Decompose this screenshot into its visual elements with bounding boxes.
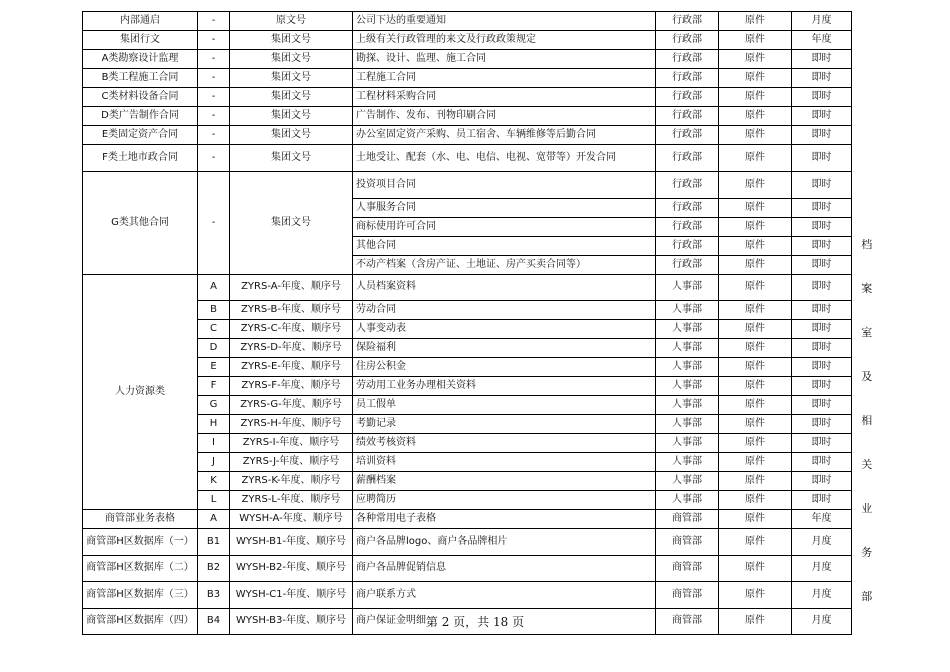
table-row <box>83 12 882 31</box>
content-cell: 商户保证金明细 <box>353 608 656 635</box>
side-label-char: 档 <box>861 237 873 251</box>
numbering-cell: WYSH-B1-年度、顺序号 <box>230 529 353 556</box>
code-cell: G <box>198 396 230 415</box>
category-cell: 商管部H区数据库（二） <box>83 555 198 582</box>
frequency-cell: 即时 <box>792 107 852 126</box>
code-cell: E <box>198 358 230 377</box>
frequency-cell: 即时 <box>792 453 852 472</box>
department-cell: 人事部 <box>656 358 719 377</box>
form-cell: 原件 <box>719 415 792 434</box>
table-row <box>83 396 882 415</box>
form-cell: 原件 <box>719 434 792 453</box>
content-cell: 工程施工合同 <box>353 69 656 88</box>
frequency-cell: 即时 <box>792 88 852 107</box>
frequency-cell: 月度 <box>792 555 852 582</box>
code-cell: B3 <box>198 582 230 609</box>
form-cell: 原件 <box>719 126 792 145</box>
department-cell: 行政部 <box>656 31 719 50</box>
department-cell: 人事部 <box>656 472 719 491</box>
table-row <box>83 145 882 172</box>
frequency-cell: 即时 <box>792 274 852 301</box>
department-cell: 行政部 <box>656 172 719 199</box>
code-cell: - <box>198 50 230 69</box>
content-cell: 上级有关行政管理的来文及行政政策规定 <box>353 31 656 50</box>
table-row <box>83 434 882 453</box>
department-cell: 行政部 <box>656 12 719 31</box>
form-cell: 原件 <box>719 582 792 609</box>
category-cell: 商管部业务表格 <box>83 510 198 529</box>
code-cell: F <box>198 377 230 396</box>
code-cell: - <box>198 172 230 275</box>
archive-table-body <box>83 12 882 635</box>
form-cell: 原件 <box>719 12 792 31</box>
department-cell: 行政部 <box>656 69 719 88</box>
content-cell: 应聘简历 <box>353 491 656 510</box>
table-row <box>83 555 882 582</box>
side-label-char: 部 <box>861 589 873 603</box>
table-row <box>83 274 882 301</box>
category-cell: 人力资源类 <box>83 274 198 510</box>
code-cell: A <box>198 274 230 301</box>
table-row <box>83 339 882 358</box>
frequency-cell: 即时 <box>792 172 852 199</box>
department-cell: 行政部 <box>656 198 719 217</box>
frequency-cell: 年度 <box>792 31 852 50</box>
department-cell: 人事部 <box>656 434 719 453</box>
frequency-cell: 即时 <box>792 126 852 145</box>
numbering-cell: ZYRS-E-年度、顺序号 <box>230 358 353 377</box>
table-row <box>83 126 882 145</box>
table-row <box>83 301 882 320</box>
frequency-cell: 即时 <box>792 491 852 510</box>
category-cell: E类固定资产合同 <box>83 126 198 145</box>
archive-table <box>82 11 882 635</box>
table-row <box>83 472 882 491</box>
content-cell: 办公室固定资产采购、员工宿舍、车辆维修等后勤合同 <box>353 126 656 145</box>
department-cell: 人事部 <box>656 415 719 434</box>
department-cell: 人事部 <box>656 377 719 396</box>
code-cell: B1 <box>198 529 230 556</box>
side-label-char: 业 <box>861 501 873 515</box>
table-row <box>83 69 882 88</box>
content-cell: 商标使用许可合同 <box>353 217 656 236</box>
category-cell: G类其他合同 <box>83 172 198 275</box>
numbering-cell: ZYRS-K-年度、顺序号 <box>230 472 353 491</box>
content-cell: 不动产档案（含房产证、土地证、房产买卖合同等） <box>353 255 656 274</box>
form-cell: 原件 <box>719 172 792 199</box>
content-cell: 商户联系方式 <box>353 582 656 609</box>
numbering-cell: ZYRS-I-年度、顺序号 <box>230 434 353 453</box>
form-cell: 原件 <box>719 255 792 274</box>
content-cell: 考勤记录 <box>353 415 656 434</box>
form-cell: 原件 <box>719 301 792 320</box>
frequency-cell: 即时 <box>792 50 852 69</box>
page-footer: 第 2 页，共 18 页 <box>425 615 525 629</box>
table-row <box>83 510 882 529</box>
table-row <box>83 377 882 396</box>
department-cell: 人事部 <box>656 396 719 415</box>
frequency-cell: 即时 <box>792 339 852 358</box>
code-cell: - <box>198 69 230 88</box>
numbering-cell: WYSH-B2-年度、顺序号 <box>230 555 353 582</box>
frequency-cell: 年度 <box>792 510 852 529</box>
code-cell: - <box>198 145 230 172</box>
table-row <box>83 320 882 339</box>
code-cell: K <box>198 472 230 491</box>
department-cell: 人事部 <box>656 453 719 472</box>
form-cell: 原件 <box>719 453 792 472</box>
side-label-char: 相 <box>861 413 873 427</box>
frequency-cell: 即时 <box>792 236 852 255</box>
table-row <box>83 582 882 609</box>
category-cell: A类勘察设计监理 <box>83 50 198 69</box>
code-cell: I <box>198 434 230 453</box>
frequency-cell: 即时 <box>792 320 852 339</box>
category-cell: C类材料设备合同 <box>83 88 198 107</box>
code-cell: - <box>198 12 230 31</box>
frequency-cell: 即时 <box>792 472 852 491</box>
content-cell: 劳动用工业务办理相关资料 <box>353 377 656 396</box>
content-cell: 人事服务合同 <box>353 198 656 217</box>
code-cell: - <box>198 88 230 107</box>
code-cell: B4 <box>198 608 230 635</box>
table-row <box>83 31 882 50</box>
numbering-cell: 集团文号 <box>230 145 353 172</box>
department-cell: 行政部 <box>656 50 719 69</box>
table-row <box>83 415 882 434</box>
code-cell: - <box>198 126 230 145</box>
code-cell: C <box>198 320 230 339</box>
content-cell: 其他合同 <box>353 236 656 255</box>
content-cell: 培训资料 <box>353 453 656 472</box>
form-cell: 原件 <box>719 491 792 510</box>
content-cell: 住房公积金 <box>353 358 656 377</box>
department-cell: 行政部 <box>656 145 719 172</box>
code-cell: A <box>198 510 230 529</box>
code-cell: L <box>198 491 230 510</box>
department-cell: 人事部 <box>656 339 719 358</box>
form-cell: 原件 <box>719 198 792 217</box>
form-cell: 原件 <box>719 472 792 491</box>
side-label-char: 务 <box>861 545 873 559</box>
content-cell: 保险福利 <box>353 339 656 358</box>
form-cell: 原件 <box>719 358 792 377</box>
numbering-cell: ZYRS-C-年度、顺序号 <box>230 320 353 339</box>
numbering-cell: 集团文号 <box>230 107 353 126</box>
numbering-cell: 集团文号 <box>230 50 353 69</box>
category-cell: 商管部H区数据库（一） <box>83 529 198 556</box>
category-cell: B类工程施工合同 <box>83 69 198 88</box>
code-cell: B2 <box>198 555 230 582</box>
form-cell: 原件 <box>719 529 792 556</box>
numbering-cell: 集团文号 <box>230 69 353 88</box>
content-cell: 各种常用电子表格 <box>353 510 656 529</box>
side-label-chars <box>852 12 882 635</box>
department-cell: 行政部 <box>656 217 719 236</box>
form-cell: 原件 <box>719 396 792 415</box>
content-cell: 商户各品牌促销信息 <box>353 555 656 582</box>
numbering-cell: ZYRS-B-年度、顺序号 <box>230 301 353 320</box>
form-cell: 原件 <box>719 236 792 255</box>
numbering-cell: 集团文号 <box>230 88 353 107</box>
form-cell: 原件 <box>719 274 792 301</box>
numbering-cell: WYSH-A-年度、顺序号 <box>230 510 353 529</box>
frequency-cell: 即时 <box>792 198 852 217</box>
table-row <box>83 358 882 377</box>
table-row <box>83 88 882 107</box>
department-cell: 行政部 <box>656 255 719 274</box>
content-cell: 绩效考核资料 <box>353 434 656 453</box>
numbering-cell: ZYRS-L-年度、顺序号 <box>230 491 353 510</box>
numbering-cell: ZYRS-J-年度、顺序号 <box>230 453 353 472</box>
department-cell: 行政部 <box>656 88 719 107</box>
table-row <box>83 491 882 510</box>
frequency-cell: 月度 <box>792 582 852 609</box>
frequency-cell: 即时 <box>792 434 852 453</box>
form-cell: 原件 <box>719 88 792 107</box>
department-cell: 人事部 <box>656 274 719 301</box>
content-cell: 人员档案资料 <box>353 274 656 301</box>
category-cell: 商管部H区数据库（四） <box>83 608 198 635</box>
numbering-cell: ZYRS-D-年度、顺序号 <box>230 339 353 358</box>
side-department-label <box>852 12 882 635</box>
content-cell: 勘探、设计、监理、施工合同 <box>353 50 656 69</box>
frequency-cell: 即时 <box>792 217 852 236</box>
numbering-cell: ZYRS-F-年度、顺序号 <box>230 377 353 396</box>
department-cell: 人事部 <box>656 301 719 320</box>
numbering-cell: WYSH-C1-年度、顺序号 <box>230 582 353 609</box>
frequency-cell: 月度 <box>792 608 852 635</box>
numbering-cell: WYSH-B3-年度、顺序号 <box>230 608 353 635</box>
code-cell: J <box>198 453 230 472</box>
numbering-cell: 集团文号 <box>230 31 353 50</box>
department-cell: 行政部 <box>656 126 719 145</box>
department-cell: 商管部 <box>656 510 719 529</box>
department-cell: 商管部 <box>656 582 719 609</box>
code-cell: B <box>198 301 230 320</box>
form-cell: 原件 <box>719 608 792 635</box>
form-cell: 原件 <box>719 339 792 358</box>
department-cell: 人事部 <box>656 320 719 339</box>
department-cell: 行政部 <box>656 107 719 126</box>
content-cell: 薪酬档案 <box>353 472 656 491</box>
frequency-cell: 月度 <box>792 529 852 556</box>
table-row <box>83 107 882 126</box>
frequency-cell: 即时 <box>792 396 852 415</box>
table-row <box>83 50 882 69</box>
frequency-cell: 即时 <box>792 415 852 434</box>
content-cell: 投资项目合同 <box>353 172 656 199</box>
category-cell: D类广告制作合同 <box>83 107 198 126</box>
form-cell: 原件 <box>719 555 792 582</box>
department-cell: 商管部 <box>656 608 719 635</box>
form-cell: 原件 <box>719 50 792 69</box>
category-cell: 商管部H区数据库（三） <box>83 582 198 609</box>
content-cell: 人事变动表 <box>353 320 656 339</box>
frequency-cell: 即时 <box>792 145 852 172</box>
category-cell: 集团行文 <box>83 31 198 50</box>
frequency-cell: 即时 <box>792 255 852 274</box>
side-label-char: 及 <box>861 369 873 383</box>
content-cell: 广告制作、发布、刊物印刷合同 <box>353 107 656 126</box>
content-cell: 劳动合同 <box>353 301 656 320</box>
frequency-cell: 月度 <box>792 12 852 31</box>
side-label-char: 室 <box>861 325 873 339</box>
code-cell: - <box>198 31 230 50</box>
code-cell: - <box>198 107 230 126</box>
form-cell: 原件 <box>719 510 792 529</box>
code-cell: H <box>198 415 230 434</box>
side-label-char: 案 <box>861 281 873 295</box>
form-cell: 原件 <box>719 107 792 126</box>
table-row <box>83 453 882 472</box>
frequency-cell: 即时 <box>792 377 852 396</box>
form-cell: 原件 <box>719 145 792 172</box>
category-cell: F类土地市政合同 <box>83 145 198 172</box>
frequency-cell: 即时 <box>792 358 852 377</box>
department-cell: 商管部 <box>656 529 719 556</box>
table-row <box>83 172 882 199</box>
category-cell: 内部通启 <box>83 12 198 31</box>
numbering-cell: ZYRS-A-年度、顺序号 <box>230 274 353 301</box>
side-label-char: 关 <box>861 457 873 471</box>
numbering-cell: ZYRS-G-年度、顺序号 <box>230 396 353 415</box>
form-cell: 原件 <box>719 320 792 339</box>
department-cell: 人事部 <box>656 491 719 510</box>
table-row <box>83 529 882 556</box>
form-cell: 原件 <box>719 31 792 50</box>
form-cell: 原件 <box>719 69 792 88</box>
form-cell: 原件 <box>719 217 792 236</box>
content-cell: 员工假单 <box>353 396 656 415</box>
frequency-cell: 即时 <box>792 69 852 88</box>
content-cell: 土地受让、配套（水、电、电信、电视、宽带等）开发合同 <box>353 145 656 172</box>
department-cell: 行政部 <box>656 236 719 255</box>
frequency-cell: 即时 <box>792 301 852 320</box>
code-cell: D <box>198 339 230 358</box>
content-cell: 商户各品牌logo、商户各品牌相片 <box>353 529 656 556</box>
form-cell: 原件 <box>719 377 792 396</box>
numbering-cell: 集团文号 <box>230 172 353 275</box>
numbering-cell: 集团文号 <box>230 126 353 145</box>
content-cell: 工程材料采购合同 <box>353 88 656 107</box>
department-cell: 商管部 <box>656 555 719 582</box>
numbering-cell: 原文号 <box>230 12 353 31</box>
numbering-cell: ZYRS-H-年度、顺序号 <box>230 415 353 434</box>
content-cell: 公司下达的重要通知 <box>353 12 656 31</box>
